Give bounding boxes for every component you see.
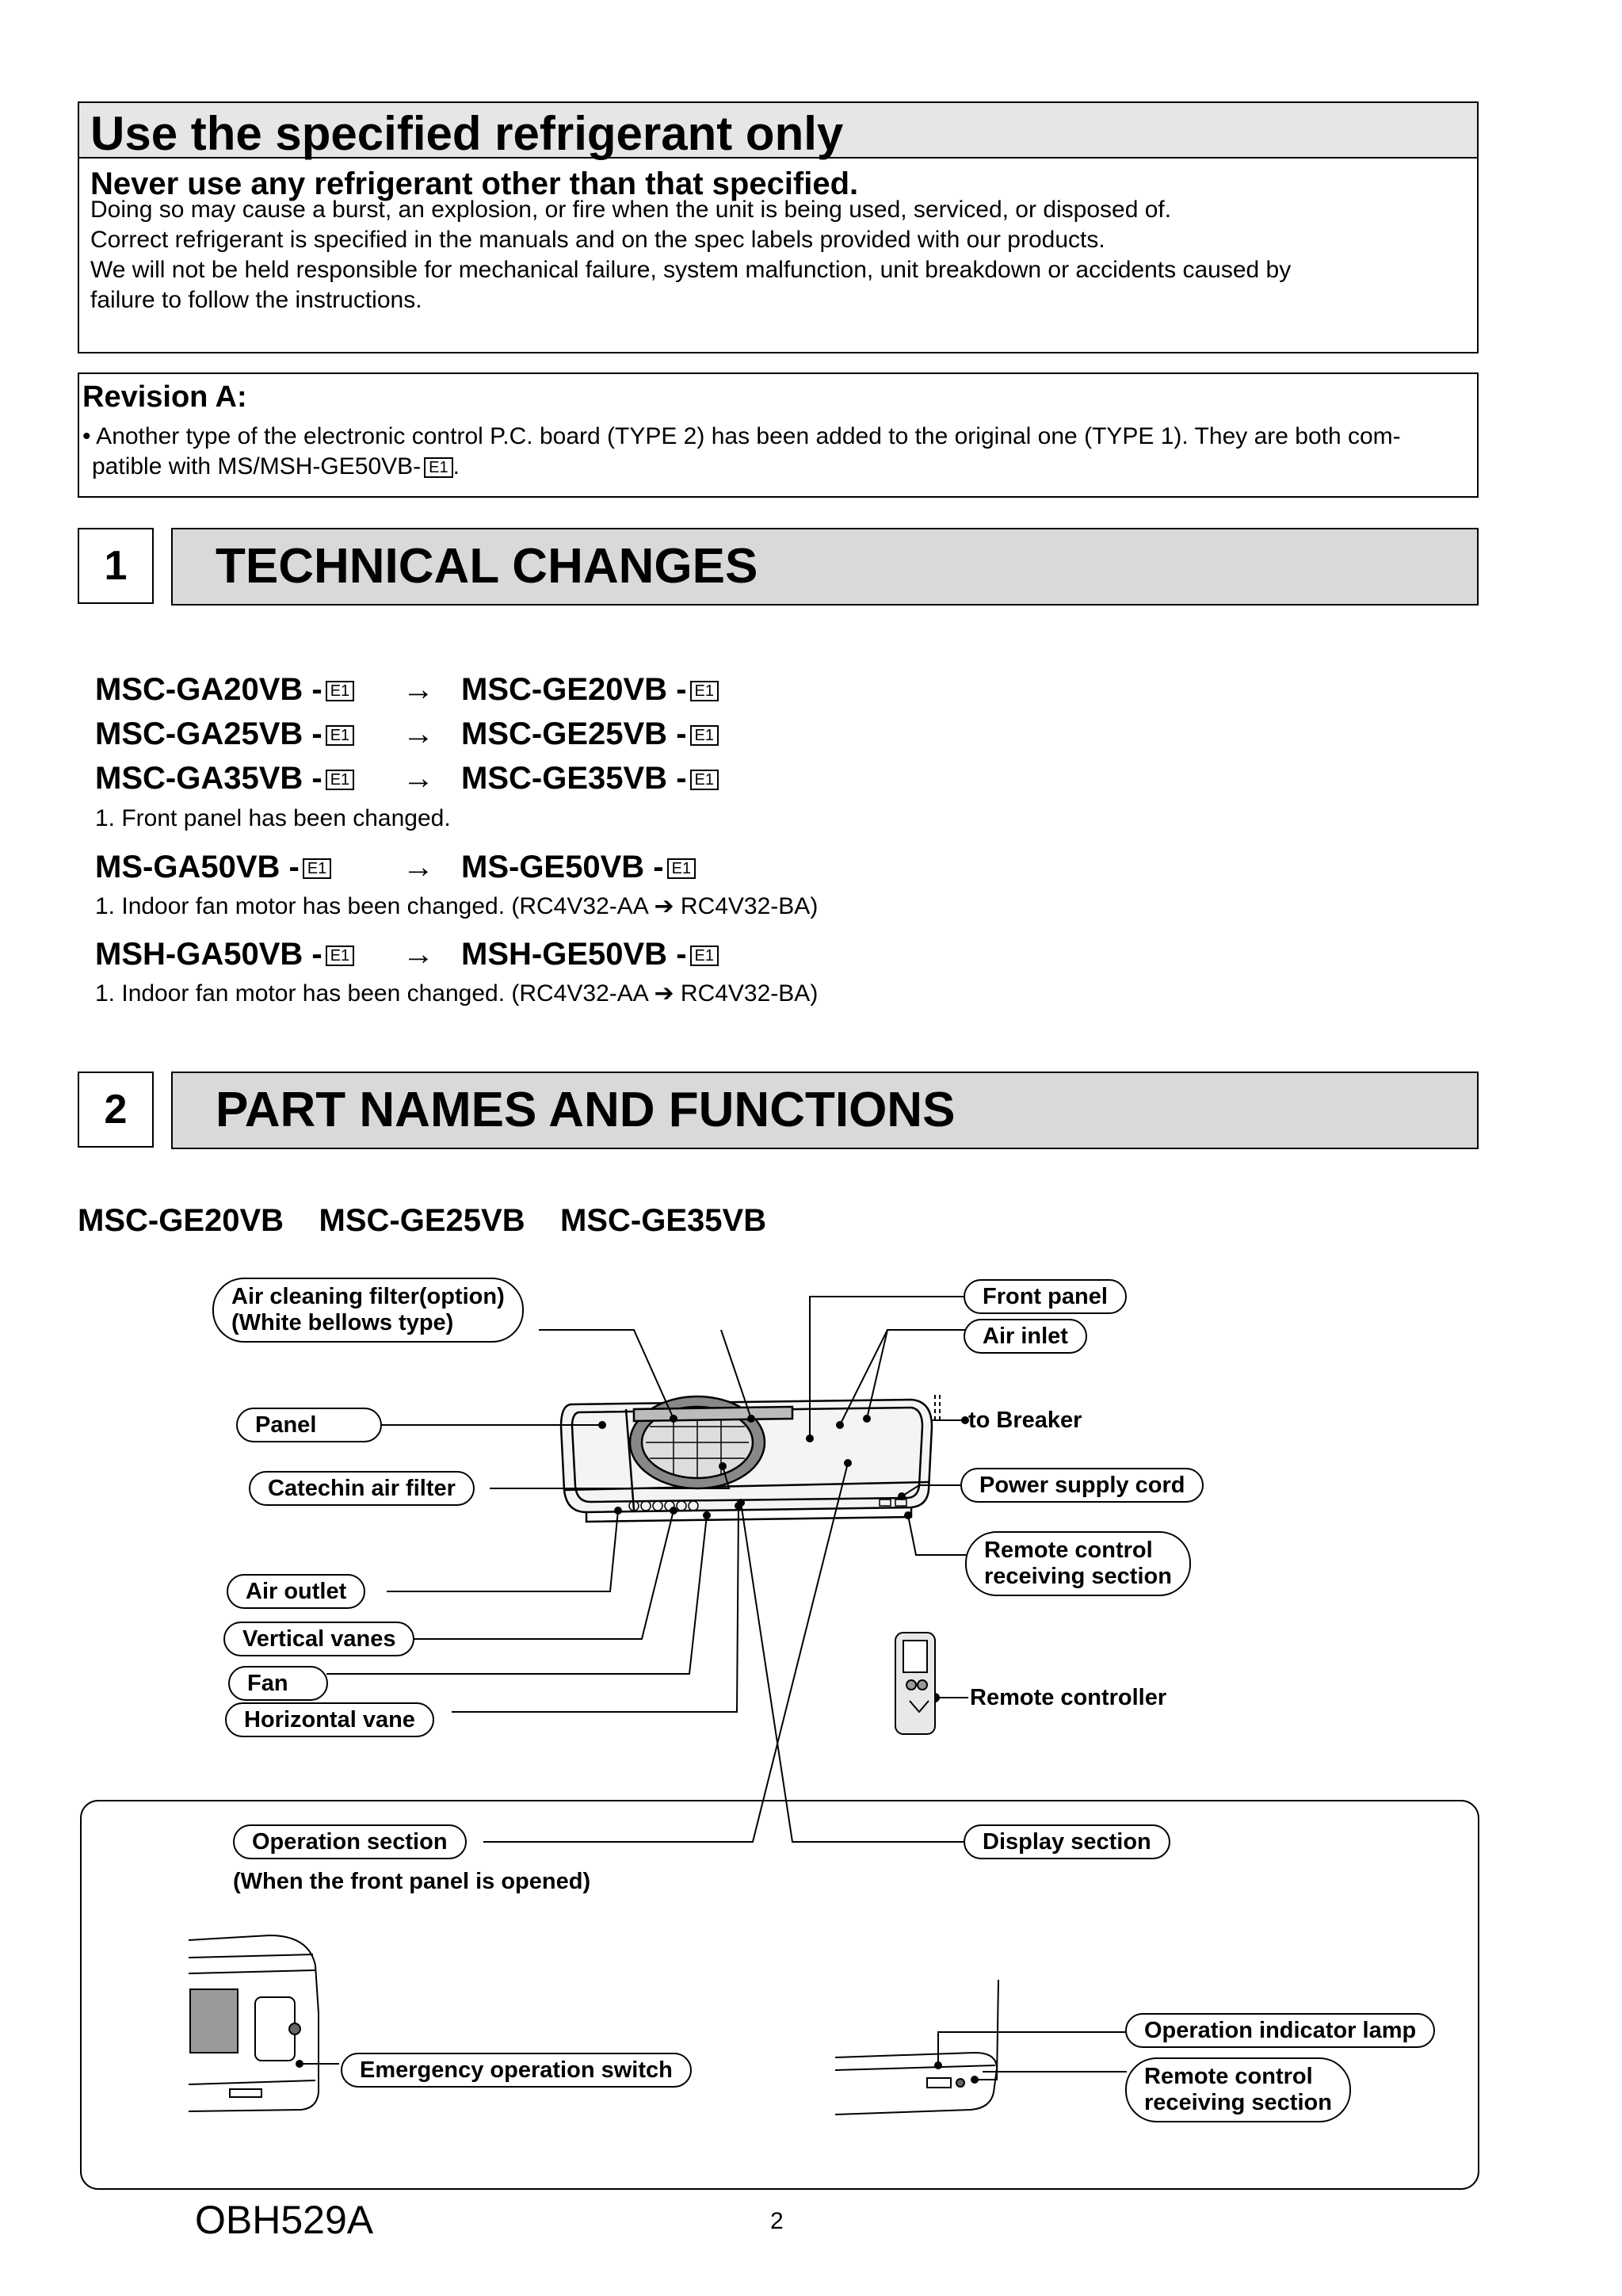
- model-name: MSH-GA50VB: [95, 937, 303, 972]
- model-name: MSH-GE50VB: [461, 937, 668, 972]
- vertical-vanes-label: Vertical vanes: [223, 1622, 414, 1656]
- dash: -: [311, 937, 322, 972]
- label-line: receiving section: [984, 1564, 1172, 1589]
- remote-control-receiving-detail-label: [1125, 2057, 1351, 2122]
- e1-badge: E1: [326, 725, 354, 746]
- e1-badge: E1: [326, 770, 354, 790]
- e1-badge: E1: [303, 858, 331, 879]
- revision-line: • Another type of the electronic control P.C. board (TYPE 2) has been added to the original one (TYPE 1). They are both com-: [82, 423, 1401, 449]
- model-name: MSC-GE25VB: [319, 1203, 525, 1238]
- model-name: MSC-GE20VB: [461, 672, 668, 707]
- remote-controller-drawing: [895, 1633, 935, 1734]
- display-section-label: Display section: [964, 1824, 1170, 1859]
- indoor-unit-drawing: [561, 1396, 932, 1522]
- e1-badge: E1: [690, 681, 719, 701]
- section-1-number: 1: [78, 528, 154, 604]
- dash: -: [676, 672, 687, 707]
- power-supply-cord-label: Power supply cord: [960, 1468, 1204, 1503]
- warning-line: Correct refrigerant is specified in the manuals and on the spec labels provided with our products.: [90, 227, 1105, 253]
- label-line: Air cleaning filter(option): [231, 1284, 505, 1309]
- dash: -: [676, 937, 687, 972]
- dash: -: [311, 761, 322, 796]
- revision-title: Revision A:: [82, 380, 247, 414]
- change-arrow: →: [403, 850, 434, 884]
- e1-badge: E1: [424, 457, 452, 478]
- dash: -: [676, 716, 687, 751]
- model-name: MSC-GA35VB: [95, 761, 303, 796]
- to-breaker-label: to Breaker: [968, 1408, 1082, 1433]
- model-name: MSC-GE25VB: [461, 716, 668, 751]
- remote-control-receiving-label: [965, 1531, 1191, 1596]
- model-name: MS-GE50VB: [461, 850, 645, 884]
- e1-badge: E1: [326, 946, 354, 966]
- horizontal-vane-label: Horizontal vane: [225, 1702, 434, 1737]
- revision-suffix: .: [452, 453, 460, 479]
- model-name: MSC-GA25VB: [95, 716, 303, 751]
- change-note: 1. Front panel has been changed.: [95, 805, 451, 831]
- model-name: MSC-GE35VB: [461, 761, 668, 796]
- section-2-title: PART NAMES AND FUNCTIONS: [171, 1072, 1479, 1149]
- catechin-air-filter-label: Catechin air filter: [249, 1471, 475, 1506]
- operation-section-drawing: [189, 1935, 319, 2111]
- e1-badge: E1: [667, 858, 696, 879]
- fan-label: Fan: [228, 1666, 328, 1701]
- remote-controller-label: Remote controller: [970, 1685, 1167, 1710]
- label-line: Remote control: [1144, 2064, 1313, 2089]
- model-name: MS-GA50VB: [95, 850, 281, 884]
- section-2-number: 2: [78, 1072, 154, 1148]
- front-panel-label: Front panel: [964, 1279, 1127, 1314]
- change-note: 1. Indoor fan motor has been changed. (RC4V32-AA ➔ RC4V32-BA): [95, 980, 819, 1007]
- model-name: MSC-GA20VB: [95, 672, 303, 707]
- e1-badge: E1: [326, 681, 354, 701]
- model-name: MSC-GE35VB: [560, 1203, 767, 1238]
- warning-subtitle: Never use any refrigerant other than that specified.: [90, 166, 859, 201]
- page-number: 2: [770, 2208, 784, 2234]
- document-code: OBH529A: [195, 2198, 374, 2242]
- revision-line-text: patible with MS/MSH-GE50VB-: [92, 453, 422, 479]
- panel-label: Panel: [236, 1408, 382, 1442]
- warning-line: Doing so may cause a burst, an explosion, or fire when the unit is being used, serviced, or disposed of.: [90, 197, 1172, 223]
- section-1-title: TECHNICAL CHANGES: [171, 528, 1479, 606]
- dash: -: [311, 716, 322, 751]
- change-note: 1. Indoor fan motor has been changed. (RC4V32-AA ➔ RC4V32-BA): [95, 893, 819, 919]
- warning-line: We will not be held responsible for mechanical failure, system malfunction, unit breakdown or accidents caused by: [90, 257, 1292, 283]
- change-arrow: →: [403, 716, 434, 751]
- emergency-operation-switch-label: Emergency operation switch: [341, 2053, 692, 2088]
- dash: -: [653, 850, 664, 884]
- e1-badge: E1: [690, 725, 719, 746]
- change-arrow: →: [403, 937, 434, 972]
- change-arrow: →: [403, 672, 434, 707]
- air-outlet-label: Air outlet: [227, 1574, 365, 1609]
- warning-line: failure to follow the instructions.: [90, 287, 422, 313]
- dash: -: [676, 761, 687, 796]
- label-line: receiving section: [1144, 2090, 1332, 2115]
- e1-badge: E1: [690, 946, 719, 966]
- model-name: MSC-GE20VB: [78, 1203, 284, 1238]
- operation-section-label: Operation section: [233, 1824, 467, 1859]
- label-line: (White bellows type): [231, 1310, 454, 1335]
- air-inlet-label: Air inlet: [964, 1319, 1087, 1354]
- change-arrow: →: [403, 761, 434, 796]
- dash: -: [288, 850, 300, 884]
- label-line: Remote control: [984, 1538, 1153, 1563]
- operation-indicator-lamp-label: Operation indicator lamp: [1125, 2013, 1435, 2048]
- dash: -: [311, 672, 322, 707]
- display-section-drawing: [835, 2053, 997, 2115]
- front-panel-opened-note: (When the front panel is opened): [233, 1869, 591, 1894]
- e1-badge: E1: [690, 770, 719, 790]
- air-cleaning-filter-label: [212, 1278, 524, 1343]
- warning-title: Use the specified refrigerant only: [90, 107, 844, 160]
- leader-dots: [296, 1415, 979, 2084]
